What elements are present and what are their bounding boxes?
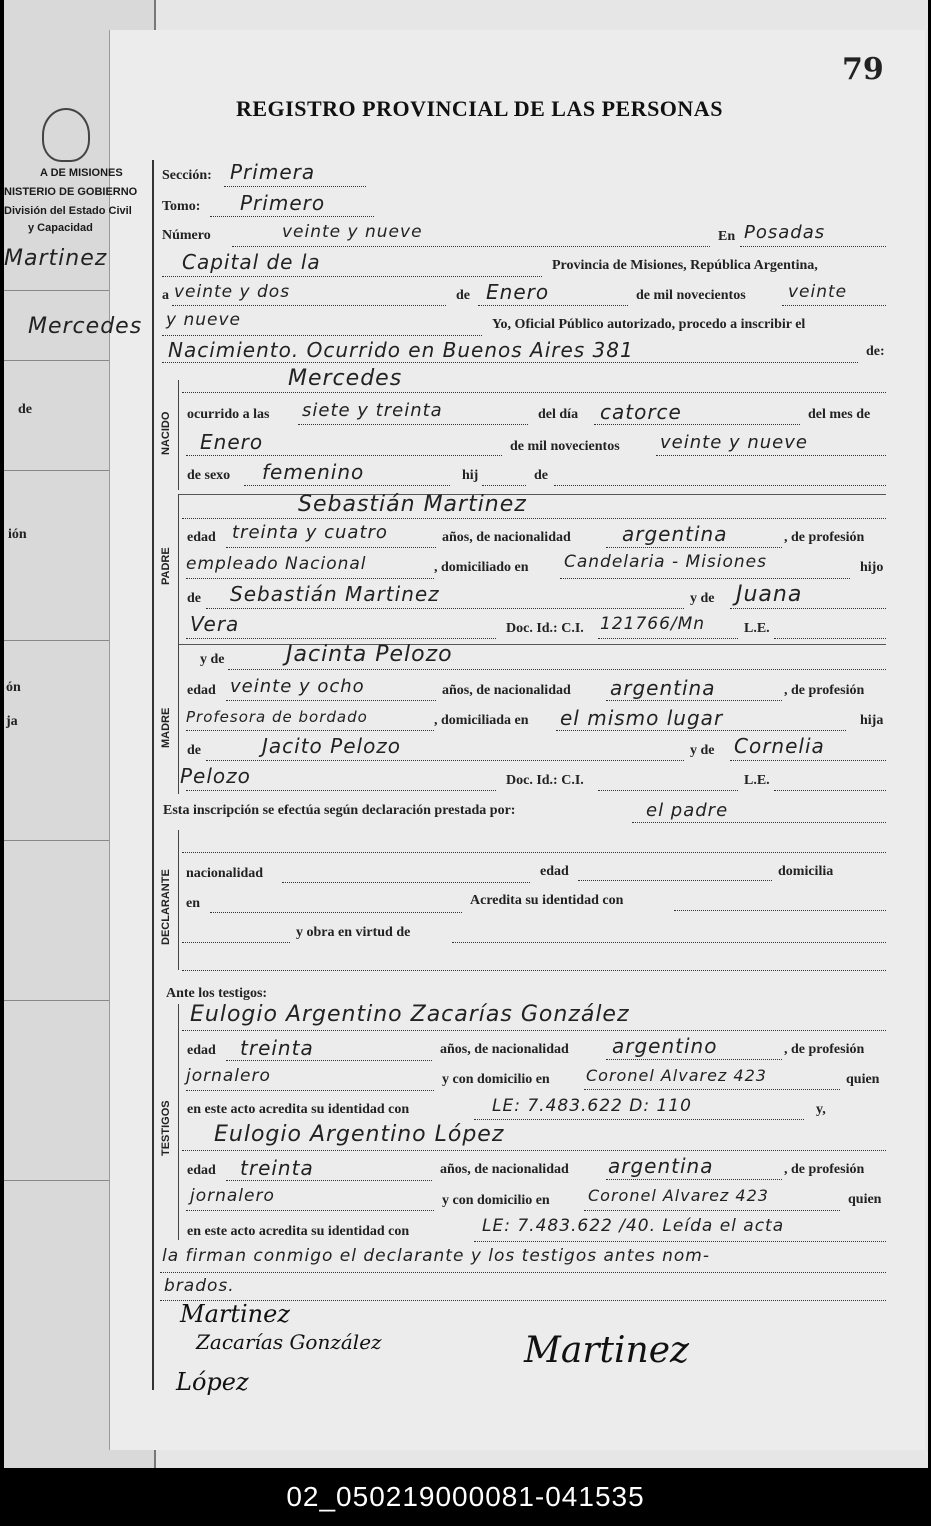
label-acto-acredita: en este acto acredita su identidad con — [187, 1102, 410, 1117]
label-edad-2: edad — [187, 683, 216, 698]
label-con-domicilio: y con domicilio en — [442, 1072, 550, 1087]
value-cierre-1: la firman conmigo el declarante y los testigos antes nom- — [162, 1246, 710, 1266]
field-line — [182, 392, 886, 393]
signature-declarante: Martinez — [180, 1300, 290, 1328]
label-hij: hij — [462, 468, 479, 483]
field-line — [606, 700, 782, 701]
label-hijo: hijo — [860, 560, 884, 575]
section-label-padre: PADRE — [160, 547, 172, 585]
field-line — [606, 1059, 782, 1060]
value-madre-nac: argentina — [610, 676, 716, 700]
field-line — [584, 1210, 840, 1211]
label-nacionalidad: nacionalidad — [186, 866, 264, 881]
label-acto-acredita-2: en este acto acredita su identidad con — [187, 1224, 410, 1239]
signature-testigo-1: Zacarías González — [196, 1330, 382, 1354]
label-de-sexo: de sexo — [187, 468, 231, 483]
value-t2-nac: argentina — [608, 1154, 714, 1178]
field-line — [182, 970, 886, 971]
section-bracket — [178, 494, 179, 644]
label-tomo: Tomo: — [162, 199, 201, 214]
label-de-2: de — [534, 468, 548, 483]
value-padre-nac: argentina — [622, 522, 728, 546]
value-anio-nac: veinte y nueve — [660, 432, 808, 453]
value-dia: veinte y dos — [174, 282, 291, 302]
field-line — [182, 942, 290, 943]
page-number: 79 — [842, 52, 884, 87]
label-edad: edad — [187, 530, 216, 545]
field-line — [186, 455, 502, 456]
label-del-mes: del mes de — [808, 407, 871, 422]
label-de-profesion-4: , de profesión — [784, 1162, 865, 1177]
value-t1-doc: LE: 7.483.622 D: 110 — [492, 1096, 692, 1116]
field-line — [210, 912, 462, 913]
label-quien-2: quien — [848, 1192, 882, 1207]
value-numero: veinte y nueve — [282, 222, 423, 242]
label-numero: Número — [162, 228, 211, 243]
value-t2-edad: treinta — [240, 1156, 314, 1180]
value-padre-dom: Candelaria - Misiones — [564, 552, 767, 572]
field-line — [584, 1089, 840, 1090]
field-line — [606, 1179, 782, 1180]
section-divider — [178, 494, 886, 495]
form-left-rule — [152, 160, 154, 1390]
field-line — [186, 1210, 434, 1211]
field-line — [226, 1060, 432, 1061]
field-line — [598, 638, 738, 639]
field-line — [298, 424, 528, 425]
value-madre-madre: Cornelia — [734, 734, 825, 758]
field-line — [162, 335, 482, 336]
value-t1-nombre: Eulogio Argentino Zacarías González — [190, 1002, 630, 1027]
field-line — [182, 518, 886, 519]
label-provincia: Provincia de Misiones, República Argentina, — [552, 258, 818, 273]
field-line — [606, 547, 782, 548]
label-le-2: L.E. — [744, 773, 770, 788]
value-madre-prof: Profesora de bordado — [186, 708, 368, 726]
margin-fragment: ión — [8, 527, 27, 542]
label-ocurrido: ocurrido a las — [187, 407, 270, 422]
footer-code: 02_050219000081-041535 — [0, 1468, 931, 1526]
value-t2-nombre: Eulogio Argentino López — [214, 1122, 505, 1147]
value-padre-ci: 121766/Mn — [600, 614, 706, 634]
value-t1-dom: Coronel Alvarez 423 — [586, 1066, 767, 1085]
field-line — [186, 1090, 434, 1091]
field-line — [182, 852, 886, 853]
label-domicilia: domicilia — [778, 864, 834, 879]
label-ante-testigos: Ante los testigos: — [166, 986, 268, 1001]
section-label-testigos: TESTIGOS — [160, 1100, 172, 1156]
value-tomo: Primero — [240, 191, 326, 215]
label-del-dia: del día — [538, 407, 579, 422]
field-line — [224, 186, 366, 187]
label-anios-nac-3: años, de nacionalidad — [440, 1042, 569, 1057]
label-anios-nac: años, de nacionalidad — [442, 530, 571, 545]
field-line — [226, 1180, 432, 1181]
field-line — [656, 455, 886, 456]
value-nombre: Mercedes — [288, 366, 403, 391]
value-mes-nac: Enero — [200, 430, 264, 454]
field-line — [186, 730, 434, 731]
label-de-profesion-3: , de profesión — [784, 1042, 865, 1057]
section-divider — [178, 644, 886, 645]
value-madre-dom: el mismo lugar — [560, 706, 724, 730]
document-title: REGISTRO PROVINCIAL DE LAS PERSONAS — [236, 96, 723, 121]
field-line — [556, 730, 846, 731]
label-anios-nac-2: años, de nacionalidad — [442, 683, 571, 698]
field-line — [598, 790, 738, 791]
field-line — [730, 760, 886, 761]
label-le: L.E. — [744, 621, 770, 636]
field-line — [578, 880, 772, 881]
field-line — [282, 882, 530, 883]
field-line — [674, 910, 886, 911]
office-line-1: A DE MISIONES — [40, 167, 123, 179]
value-hora: siete y treinta — [302, 400, 443, 421]
label-y-de: y de — [690, 591, 715, 606]
value-padre-prof: empleado Nacional — [186, 554, 367, 574]
section-bracket — [178, 644, 179, 794]
label-esta-inscripcion: Esta inscripción se efectúa según declaración prestada por: — [163, 803, 516, 818]
value-madre-nombre: Jacinta Pelozo — [286, 642, 453, 667]
field-line — [186, 638, 496, 639]
seal-icon — [42, 108, 90, 162]
value-padre-nombre: Sebastián Martinez — [298, 492, 527, 517]
field-line — [162, 276, 542, 277]
margin-fragment: ja — [6, 714, 18, 729]
section-bracket — [178, 830, 179, 970]
label-y-de-2: y de — [200, 652, 225, 667]
section-label-nacido: NACIDO — [160, 411, 172, 455]
field-line — [182, 1150, 886, 1151]
field-line — [474, 1119, 804, 1120]
label-y-punto: y, — [816, 1102, 826, 1117]
field-line — [482, 485, 526, 486]
label-doc-id-ci: Doc. Id.: C.I. — [506, 621, 584, 636]
field-line — [210, 216, 374, 217]
value-t2-dom: Coronel Alvarez 423 — [588, 1186, 769, 1205]
label-de-4: de — [187, 743, 201, 758]
field-line — [206, 608, 684, 609]
field-line — [206, 760, 684, 761]
value-sexo: femenino — [262, 460, 365, 484]
office-line-3: División del Estado Civil — [4, 205, 132, 217]
value-madre-edad: veinte y ocho — [230, 676, 365, 697]
label-en: En — [718, 229, 736, 244]
field-line — [478, 305, 628, 306]
value-padre-edad: treinta y cuatro — [232, 522, 388, 543]
signature-testigo-2: López — [176, 1368, 249, 1396]
margin-surname: Martinez — [4, 246, 108, 271]
value-mes: Enero — [486, 280, 550, 304]
office-line-4: y Capacidad — [28, 222, 93, 234]
value-t1-edad: treinta — [240, 1036, 314, 1060]
label-edad-4: edad — [187, 1043, 216, 1058]
value-padre-madre-2: Vera — [190, 612, 240, 636]
value-t1-nac: argentino — [612, 1034, 718, 1058]
label-obra-virtud: y obra en virtud de — [296, 925, 411, 940]
office-line-2: NISTERIO DE GOBIERNO — [4, 186, 138, 198]
label-a: a — [162, 288, 169, 303]
label-domiciliada-en: , domiciliada en — [434, 713, 529, 728]
label-hija: hija — [860, 713, 884, 728]
field-line — [594, 424, 800, 425]
field-line — [774, 790, 886, 791]
label-de-3: de — [187, 591, 201, 606]
section-bracket — [178, 380, 179, 490]
value-t1-prof: jornalero — [186, 1066, 271, 1086]
label-de-profesion: , de profesión — [784, 530, 865, 545]
field-line — [740, 246, 886, 247]
label-de-mil: de mil novecientos — [636, 288, 746, 303]
value-dia-nac: catorce — [600, 400, 682, 424]
value-t2-doc: LE: 7.483.622 /40. Leída el acta — [482, 1216, 785, 1236]
value-en: Posadas — [744, 222, 826, 243]
value-anio2: y nueve — [166, 310, 241, 330]
label-seccion: Sección: — [162, 168, 212, 183]
margin-given-name: Mercedes — [28, 314, 143, 339]
label-de: de — [456, 288, 470, 303]
label-edad-5: edad — [187, 1163, 216, 1178]
value-cierre-2: brados. — [164, 1276, 235, 1296]
field-line — [474, 1241, 886, 1242]
field-line — [160, 1272, 886, 1273]
section-label-declarante: DECLARANTE — [160, 869, 172, 945]
label-de-colon: de: — [866, 344, 885, 359]
field-line — [554, 485, 886, 486]
value-anio: veinte — [788, 282, 848, 302]
label-quien: quien — [846, 1072, 880, 1087]
value-capital: Capital de la — [182, 250, 321, 274]
field-line — [632, 822, 886, 823]
value-acta: Nacimiento. Ocurrido en Buenos Aires 381 — [168, 338, 634, 362]
label-de-mil-2: de mil novecientos — [510, 439, 620, 454]
field-line — [186, 578, 434, 579]
label-acredita: Acredita su identidad con — [470, 893, 624, 908]
value-declarante: el padre — [646, 800, 729, 821]
label-en-2: en — [186, 896, 200, 911]
label-y-de-3: y de — [690, 743, 715, 758]
label-anios-nac-4: años, de nacionalidad — [440, 1162, 569, 1177]
field-line — [244, 485, 450, 486]
signature-oficial: Martinez — [524, 1330, 689, 1371]
label-con-domicilio-2: y con domicilio en — [442, 1193, 550, 1208]
field-line — [228, 669, 886, 670]
label-de-profesion-2: , de profesión — [784, 683, 865, 698]
value-padre-madre: Juana — [736, 582, 803, 607]
field-line — [182, 1030, 886, 1031]
label-yo-oficial: Yo, Oficial Público autorizado, procedo a inscribir el — [492, 317, 806, 332]
label-domiciliado-en: , domiciliado en — [434, 560, 529, 575]
value-padre-padre: Sebastián Martinez — [230, 582, 440, 606]
field-line — [186, 790, 496, 791]
label-edad-3: edad — [540, 864, 569, 879]
field-line — [226, 700, 436, 701]
value-madre-madre-2: Pelozo — [180, 764, 251, 788]
field-line — [782, 305, 886, 306]
value-madre-padre: Jacito Pelozo — [262, 734, 402, 758]
label-doc-id-ci-2: Doc. Id.: C.I. — [506, 773, 584, 788]
field-line — [452, 942, 886, 943]
field-line — [232, 246, 710, 247]
value-t2-prof: jornalero — [190, 1186, 275, 1206]
field-line — [172, 305, 446, 306]
value-seccion: Primera — [230, 160, 316, 184]
field-line — [226, 547, 436, 548]
field-line — [560, 578, 850, 579]
margin-fragment: ón — [6, 680, 21, 695]
section-label-madre: MADRE — [160, 707, 172, 748]
section-bracket — [178, 1004, 179, 1240]
field-line — [162, 362, 858, 363]
margin-fragment: de — [18, 402, 32, 417]
field-line — [774, 638, 886, 639]
field-line — [730, 608, 886, 609]
